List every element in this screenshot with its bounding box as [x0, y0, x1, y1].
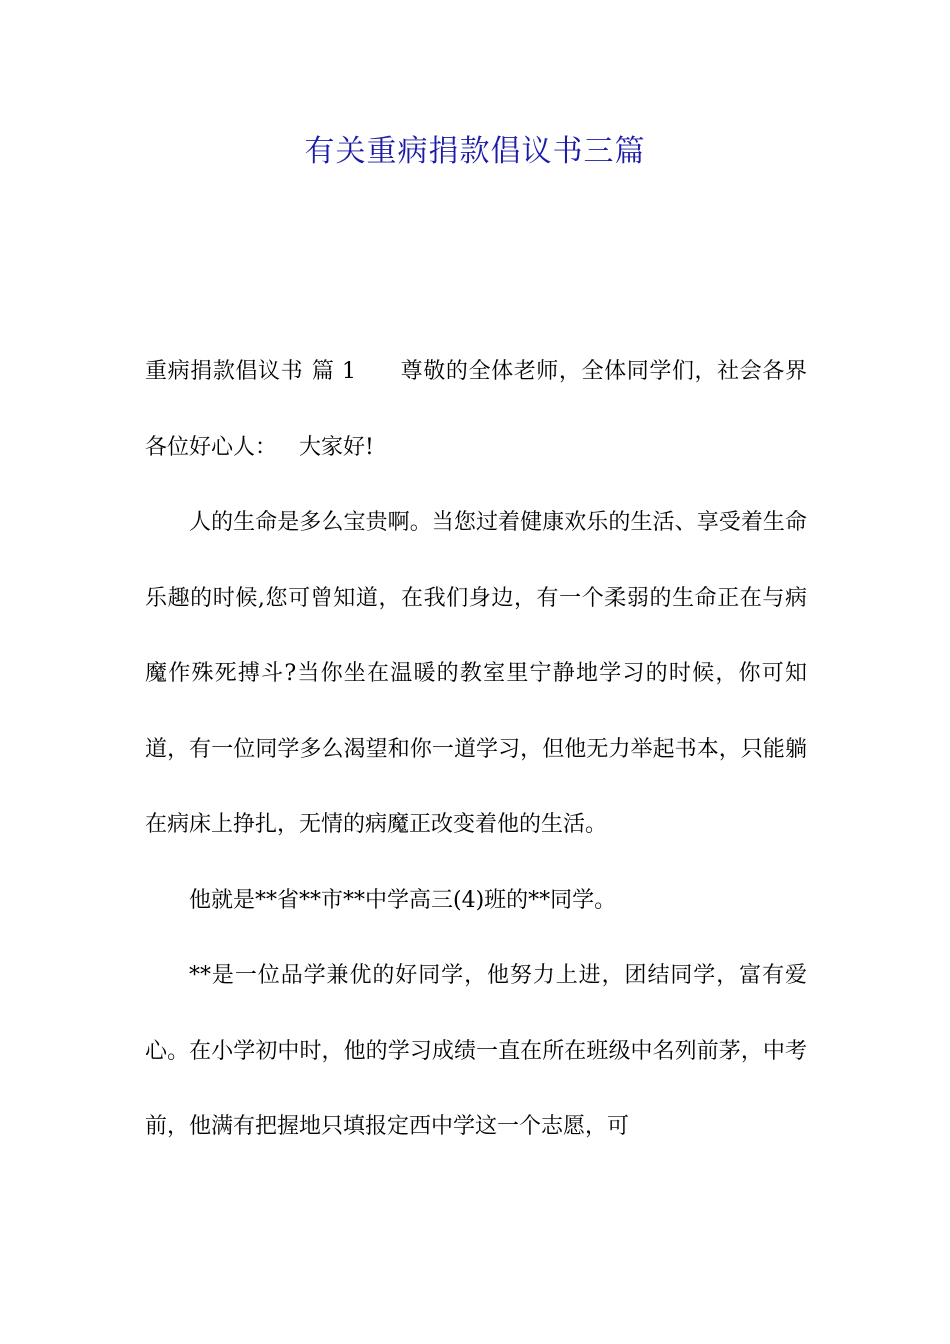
body-paragraph: 人的生命是多么宝贵啊。当您过着健康欢乐的生活、享受着生命乐趣的时候,您可曾知道，在我们身边，有一个柔弱的生命正在与病魔作殊死搏斗?当你坐在温暖的教室里宁静地学习的时候，你可知道，有一位同学多么渴望和你一道学习，但他无力举起书本，只能躺在病床上挣扎，无情的病魔正改变着他的生活。 [145, 510, 807, 837]
body-paragraph: 他就是**省**市**中学高三(4)班的**同学。 [189, 887, 617, 913]
document-body [145, 334, 807, 1165]
body-paragraph: **是一位品学兼优的好同学，他努力上进，团结同学，富有爱心。在小学初中时，他的学习成绩一直在所在班级中名列前茅，中考前，他满有把握地只填报定西中学这一个志愿，可 [145, 963, 807, 1139]
salutation: 尊敬的全体老师，全体同学们，社会各界各位好心人： [145, 359, 807, 460]
heading-label: 重病捐款倡议书 [145, 359, 304, 384]
opening-paragraph [145, 334, 807, 485]
greeting: 大家好! [299, 434, 374, 460]
heading-number: 篇 1 [311, 359, 357, 384]
document-title: 有关重病捐款倡议书三篇 [304, 134, 646, 169]
